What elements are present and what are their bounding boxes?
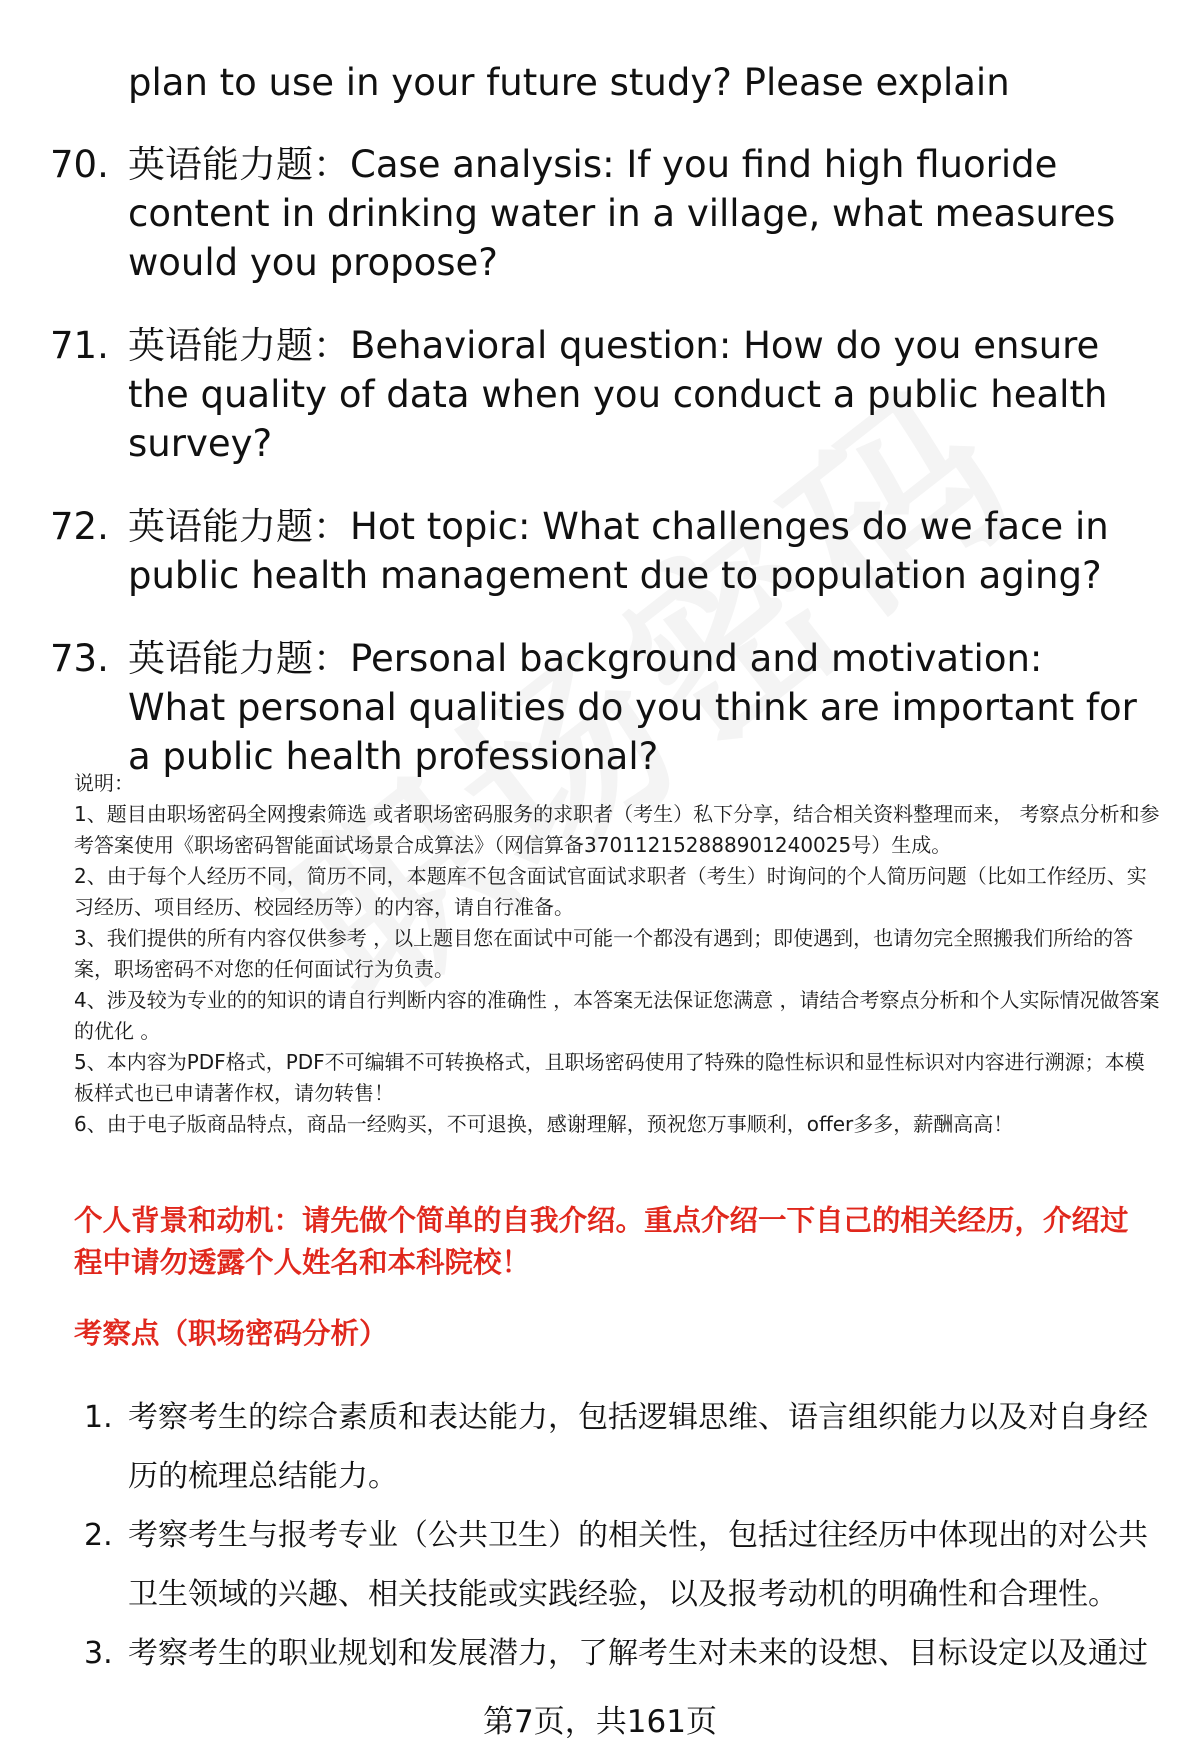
page-number-footer: 第7页，共161页 [483, 1704, 717, 1740]
point-text: 考察考生的职业规划和发展潜力，了解考生对未来的设想、目标设定以及通过 [128, 1636, 1148, 1671]
analysis-heading: 考察点（职场密码分析） [74, 1317, 388, 1350]
point-number: 1. [84, 1400, 113, 1435]
question-text: 英语能力题：Case analysis: If you find high fluoride content in drinking water in a village, what measures would you propose? [128, 143, 1116, 284]
question-heading: 个人背景和动机：请先做个简单的自我介绍。重点介绍一下自己的相关经历，介绍过程中请勿透露个人姓名和本科院校！ [74, 1204, 1129, 1279]
point-number: 3. [84, 1636, 113, 1671]
notes-title: 说明： [74, 771, 134, 795]
point-text: 考察考生与报考专业（公共卫生）的相关性，包括过往经历中体现出的对公共卫生领域的兴趣、相关技能或实践经验，以及报考动机的明确性和合理性。 [128, 1518, 1148, 1612]
note-item: 5、本内容为PDF格式，PDF不可编辑不可转换格式，且职场密码使用了特殊的隐性标识和显性标识对内容进行溯源；本模板样式也已申请著作权，请勿转售！ [74, 1050, 1145, 1105]
note-item: 6、由于电子版商品特点，商品一经购买，不可退换，感谢理解，预祝您万事顺利，offer多多，薪酬高高！ [74, 1112, 1014, 1136]
question-item [50, 321, 1150, 468]
note-item: 1、题目由职场密码全网搜索筛选 或者职场密码服务的求职者（考生）私下分享，结合相关资料整理而来， 考察点分析和参考答案使用《职场密码智能面试场景合成算法》（网信算备370112152888901240025号）生成。 [74, 802, 1160, 857]
question-number: 70. [50, 143, 109, 186]
analysis-point [84, 1388, 1164, 1506]
question-number: 73. [50, 637, 109, 680]
note-item: 4、涉及较为专业的的知识的请自行判断内容的准确性 ，本答案无法保证您满意 ，请结合考察点分析和个人实际情况做答案的优化 。 [74, 988, 1160, 1043]
point-text: 考察考生的综合素质和表达能力，包括逻辑思维、语言组织能力以及对自身经历的梳理总结能力。 [128, 1400, 1148, 1494]
question-text: 英语能力题：Hot topic: What challenges do we face in public health management due to population aging? [128, 505, 1109, 597]
notes-section [74, 768, 1164, 1140]
question-item [50, 634, 1150, 781]
analysis-point [84, 1506, 1164, 1624]
analysis-points-list [84, 1388, 1164, 1683]
analysis-point [84, 1624, 1164, 1683]
question-item [50, 140, 1150, 287]
note-item: 3、我们提供的所有内容仅供参考 ，以上题目您在面试中可能一个都没有遇到；即使遇到，也请勿完全照搬我们所给的答案，职场密码不对您的任何面试行为负责。 [74, 926, 1134, 981]
question-number: 72. [50, 505, 109, 548]
point-number: 2. [84, 1518, 113, 1553]
question-continuation: plan to use in your future study? Please explain [128, 61, 1010, 104]
question-item [50, 502, 1150, 600]
question-number: 71. [50, 324, 109, 367]
note-item: 2、由于每个人经历不同，简历不同，本题库不包含面试官面试求职者（考生）时询问的个人简历问题（比如工作经历、实习经历、项目经历、校园经历等）的内容，请自行准备。 [74, 864, 1147, 919]
question-text: 英语能力题：Behavioral question: How do you ensure the quality of data when you conduct a public health survey? [128, 324, 1108, 465]
question-list [50, 140, 1150, 815]
question-text: 英语能力题：Personal background and motivation: What personal qualities do you think are important for a public health professional? [128, 637, 1137, 778]
